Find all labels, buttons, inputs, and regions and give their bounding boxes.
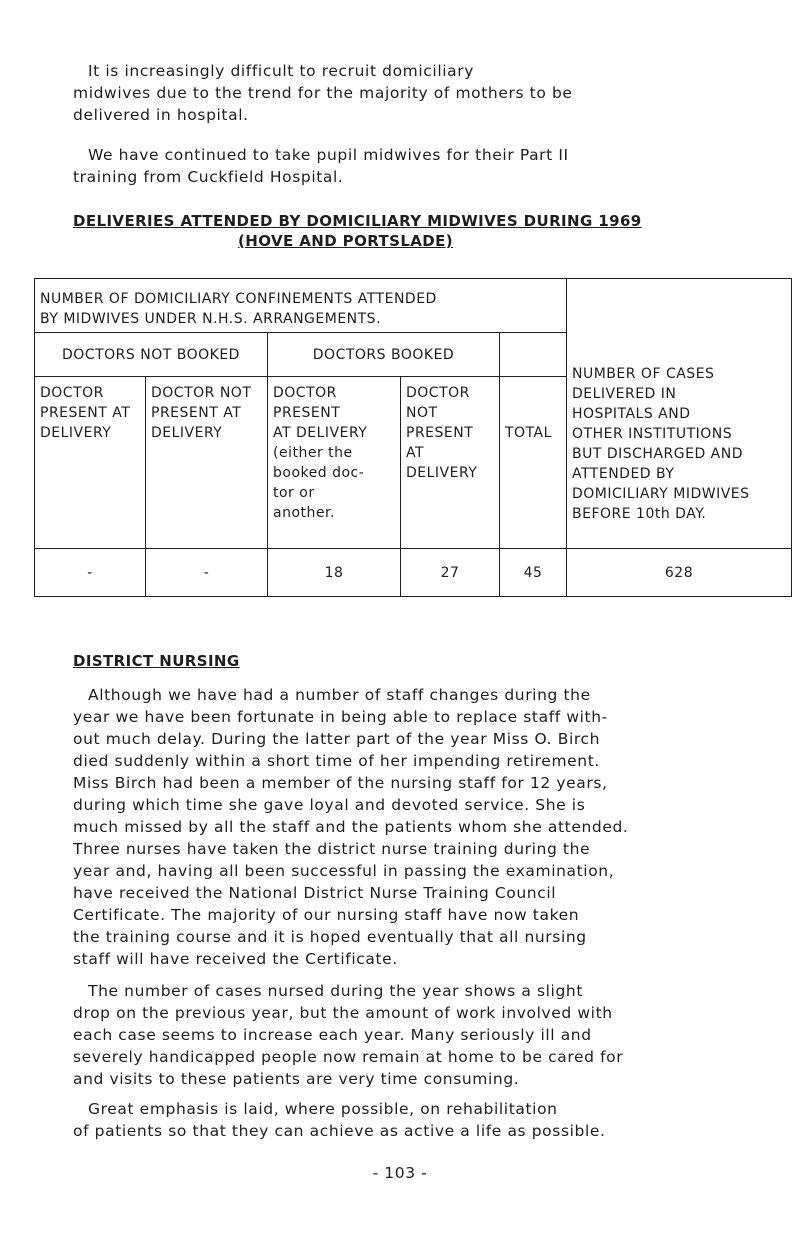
header-line: BEFORE 10th DAY. [572, 505, 707, 522]
dn-p1-line: died suddenly within a short time of her impending retirement. [73, 752, 600, 770]
col-doctor-present-header [35, 377, 146, 549]
intro-p1-line: delivered in hospital. [73, 106, 249, 124]
district-nursing-heading: DISTRICT NURSING [73, 652, 240, 670]
header-line: ATTENDED BY [572, 465, 675, 482]
deliveries-subtitle: (HOVE AND PORTSLADE) [238, 232, 454, 250]
header-line: DELIVERY [40, 425, 112, 441]
header-main-line: NUMBER OF DOMICILIARY CONFINEMENTS ATTENDED [40, 291, 437, 307]
header-line: OTHER INSTITUTIONS [572, 425, 733, 442]
header-line: AT DELIVERY [273, 425, 368, 441]
col-total-header [500, 377, 567, 549]
intro-p2-line: training from Cuckfield Hospital. [73, 168, 344, 186]
col-doctor-not-present-header [146, 377, 268, 549]
intro-p1-line: It is increasingly difficult to recruit domiciliary [88, 62, 474, 80]
value-booked-doctor-present: 18 [268, 549, 401, 597]
value-booked-doctor-not-present: 27 [401, 549, 500, 597]
deliveries-title: DELIVERIES ATTENDED BY DOMICILIARY MIDWIVES DURING 1969 [73, 212, 642, 230]
header-line: DELIVERY [151, 425, 223, 441]
intro-p2-line: We have continued to take pupil midwives for their Part II [88, 146, 569, 164]
intro-paragraph-1 [73, 60, 793, 126]
header-line: DELIVERY [406, 465, 478, 481]
dn-p1-line: during which time she gave loyal and devoted service. She is [73, 796, 586, 814]
header-line: tor or [273, 485, 315, 501]
header-line: PRESENT [406, 425, 474, 441]
dn-p1-line: out much delay. During the latter part of the year Miss O. Birch [73, 730, 601, 748]
dn-p2-line: The number of cases nursed during the year shows a slight [88, 982, 583, 1000]
header-line: NUMBER OF CASES [572, 365, 715, 382]
value-total: 45 [500, 549, 567, 597]
dn-p1-line: year we have been fortunate in being able to replace staff with- [73, 708, 608, 726]
header-line: PRESENT [273, 405, 341, 421]
header-line: PRESENT AT [40, 405, 131, 421]
district-nursing-paragraph-3 [73, 1098, 793, 1142]
header-line: DOMICILIARY MIDWIVES [572, 485, 750, 502]
value-hospital-discharged: 628 [567, 549, 792, 597]
page-number: - 103 - [372, 1164, 428, 1182]
header-line: NOT [406, 405, 438, 421]
dn-p2-line: drop on the previous year, but the amount of work involved with [73, 1004, 613, 1022]
col-booked-doctor-not-present-header [401, 377, 500, 549]
header-line: DOCTOR NOT [151, 385, 252, 401]
dn-p1-line: Certificate. The majority of our nursing staff have now taken [73, 906, 580, 924]
district-nursing-paragraph-2 [73, 980, 793, 1090]
group-doctors-booked: DOCTORS BOOKED [268, 333, 500, 377]
dn-p3-line: Great emphasis is laid, where possible, on rehabilitation [88, 1100, 558, 1118]
header-line: another. [273, 505, 335, 521]
header-line: DOCTOR [406, 385, 470, 401]
dn-p1-line: Three nurses have taken the district nurse training during the [73, 840, 591, 858]
col-booked-doctor-present-header [268, 377, 401, 549]
header-line: booked doc- [273, 465, 365, 481]
dn-p3-line: of patients so that they can achieve as active a life as possible. [73, 1122, 606, 1140]
dn-p1-line: Miss Birch had been a member of the nursing staff for 12 years, [73, 774, 608, 792]
deliveries-table [34, 278, 792, 597]
header-line: DELIVERED IN [572, 385, 677, 402]
dn-p2-line: severely handicapped people now remain at home to be cared for [73, 1048, 624, 1066]
value-doctor-present: - [35, 549, 146, 597]
col-hospital-discharged-header [567, 279, 792, 549]
header-line: TOTAL [505, 425, 552, 441]
header-line: AT [406, 445, 425, 461]
header-line: HOSPITALS AND [572, 405, 691, 422]
intro-paragraph-2 [73, 144, 793, 188]
header-line: DOCTOR [273, 385, 337, 401]
group-empty-cell [500, 333, 567, 377]
dn-p1-line: the training course and it is hoped eventually that all nursing [73, 928, 587, 946]
dn-p1-line: staff will have received the Certificate. [73, 950, 398, 968]
district-nursing-paragraph-1 [73, 684, 793, 970]
intro-p1-line: midwives due to the trend for the majority of mothers to be [73, 84, 573, 102]
dn-p1-line: Although we have had a number of staff changes during the [88, 686, 591, 704]
dn-p2-line: each case seems to increase each year. Many seriously ill and [73, 1026, 592, 1044]
value-doctor-not-present: - [146, 549, 268, 597]
dn-p1-line: year and, having all been successful in passing the examination, [73, 862, 615, 880]
header-main-line: BY MIDWIVES UNDER N.H.S. ARRANGEMENTS. [40, 311, 382, 327]
header-line: (either the [273, 445, 353, 461]
header-line: DOCTOR [40, 385, 104, 401]
group-doctors-not-booked: DOCTORS NOT BOOKED [35, 333, 268, 377]
dn-p2-line: and visits to these patients are very time consuming. [73, 1070, 520, 1088]
header-line: PRESENT AT [151, 405, 242, 421]
dn-p1-line: have received the National District Nurse Training Council [73, 884, 557, 902]
header-line: BUT DISCHARGED AND [572, 445, 744, 462]
header-main [35, 279, 567, 333]
dn-p1-line: much missed by all the staff and the patients whom she attended. [73, 818, 629, 836]
